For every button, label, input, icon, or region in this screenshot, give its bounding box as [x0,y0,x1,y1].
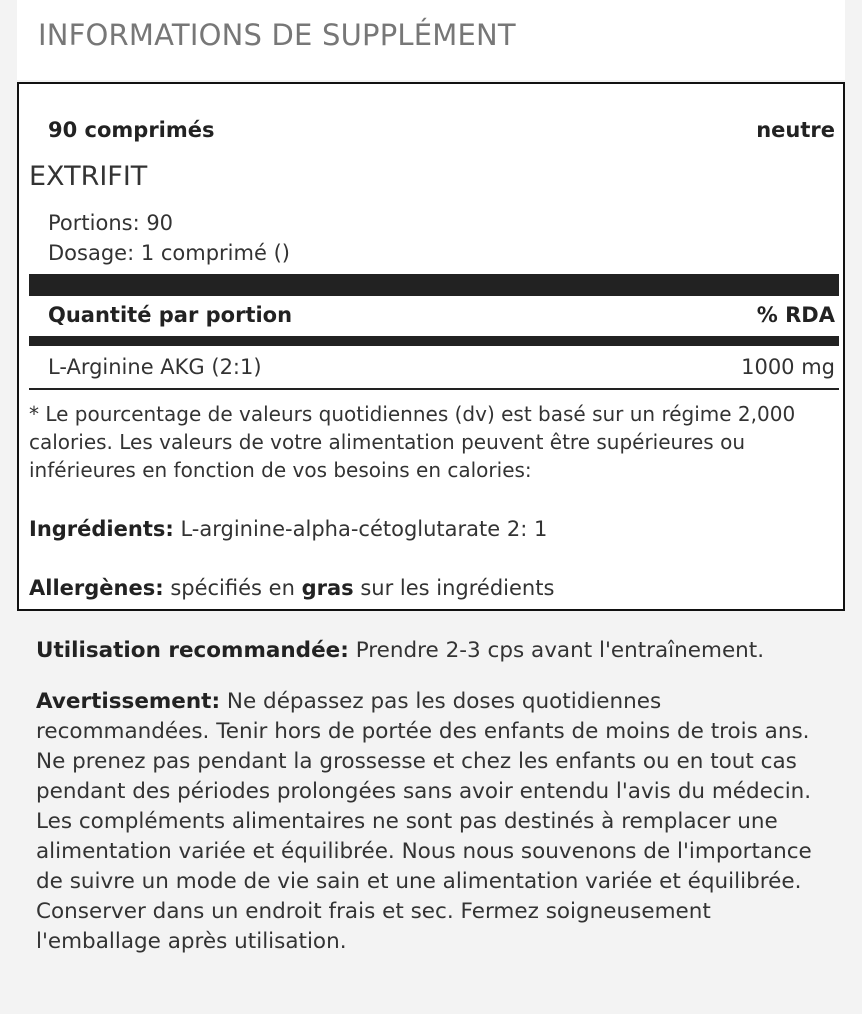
warning-paragraph [36,687,836,957]
ingredient-name: L-Arginine AKG (2:1) [48,355,262,379]
rda-label: % RDA [756,303,835,327]
supplement-facts-panel [17,82,845,611]
section-header [17,0,845,80]
ingredients-line [29,517,547,541]
warning-value: Ne dépassez pas les doses quotidiennes recommandées. Tenir hors de portée des enfants de moins de trois ans. Ne prenez pas pendant la grossesse et chez les enfants ou en tout cas pendant des périodes prolongées sans avoir entendu l'avis du médecin. Les compléments alimentaires ne sont pas destinés à remplacer une alimentation variée et équilibrée. Nous nous souvenons de l'importance de suivre un mode de vie sain et une alimentation variée et équilibrée. Conserver dans un endroit frais et sec. Fermez soigneusement l'emballage après utilisation. [36,689,812,954]
servings: Portions: 90 [48,211,174,235]
thin-divider [29,388,839,390]
usage-line [36,638,764,663]
usage-value: Prendre 2-3 cps avant l'entraînement. [355,638,765,663]
ingredient-amount: 1000 mg [741,355,835,379]
ingredients-label: Ingrédients: [29,517,174,541]
amount-per-serving-label: Quantité par portion [48,303,293,327]
brand-name: EXTRIFIT [29,161,148,192]
usage-label: Utilisation recommandée: [36,638,349,663]
medium-divider [29,336,839,346]
daily-value-footnote: * Le pourcentage de valeurs quotidiennes (dv) est basé sur un régime 2,000 calories. Les valeurs de votre alimentation peuvent être supérieures ou inférieures en fonction de vos besoins en calories: [29,402,796,482]
allergens-text-before: spécifiés en [170,576,295,600]
allergens-label: Allergènes: [29,576,164,600]
allergens-line [29,576,554,600]
product-flavor: neutre [756,118,835,142]
warning-label: Avertissement: [36,689,221,714]
dosage: Dosage: 1 comprimé () [48,241,290,265]
allergens-text-after: sur les ingrédients [360,576,555,600]
ingredients-value: L-arginine-alpha-cétoglutarate 2: 1 [180,517,548,541]
thick-divider [29,274,839,296]
product-quantity: 90 comprimés [48,118,215,142]
allergens-bold-word: gras [301,576,354,600]
section-title: INFORMATIONS DE SUPPLÉMENT [38,18,516,52]
